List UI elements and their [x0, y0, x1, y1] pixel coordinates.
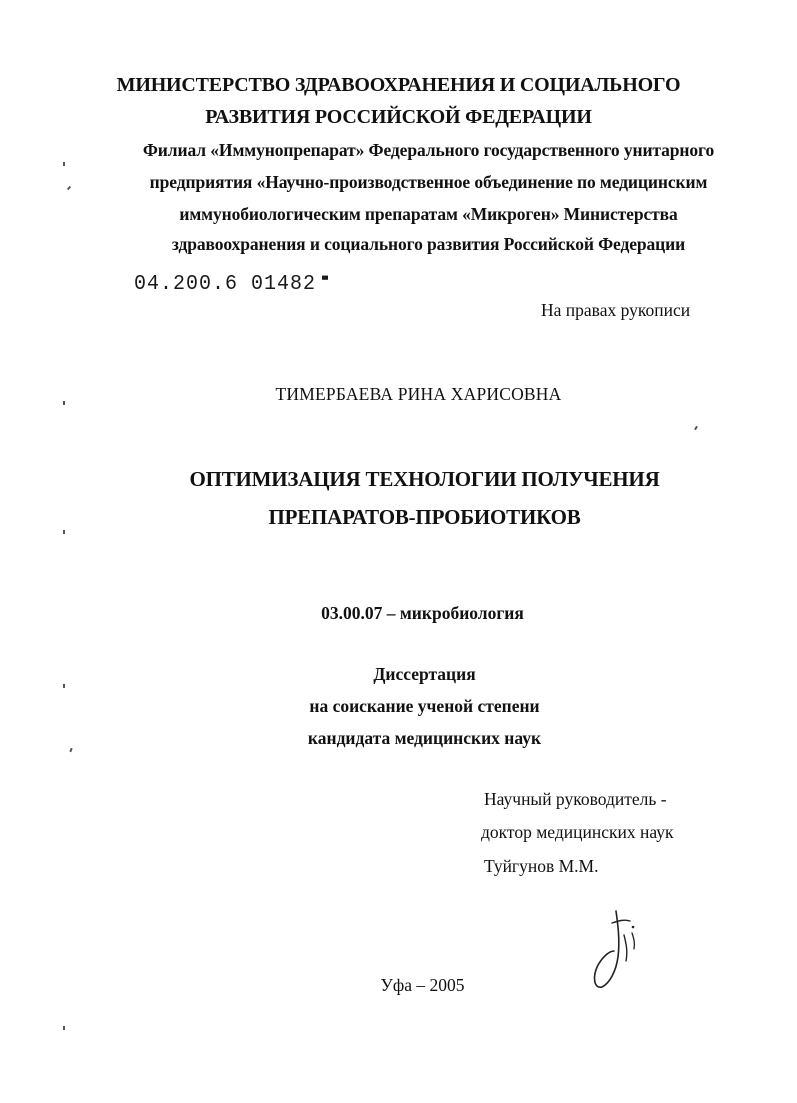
specialty-code: 03.00.07 – микробиология [321, 603, 524, 623]
author-name: ТИМЕРБАЕВА РИНА ХАРИСОВНА [275, 384, 562, 404]
ministry-line-1: МИНИСТЕРСТВО ЗДРАВООХРАНЕНИЯ И СОЦИАЛЬНОГО [116, 74, 681, 96]
scan-speck [694, 426, 698, 430]
stamp-mark [322, 275, 328, 279]
dissertation-line-1: Диссертация [373, 664, 476, 684]
library-stamp-number [134, 272, 328, 296]
manuscript-note: На правах рукописи [541, 300, 691, 320]
title-line-2: ПРЕПАРАТОВ-ПРОБИОТИКОВ [268, 505, 581, 529]
stamp-number: 04.200.6 01482 [134, 272, 317, 297]
scan-speck [63, 401, 65, 405]
dissertation-line-2: на соискание ученой степени [309, 696, 540, 716]
title-line-1: ОПТИМИЗАЦИЯ ТЕХНОЛОГИИ ПОЛУЧЕНИЯ [189, 467, 660, 491]
supervisor-line-3: Туйгунов М.М. [484, 856, 599, 876]
scan-speck [63, 162, 65, 166]
supervisor-line-1: Научный руководитель - [484, 789, 667, 809]
supervisor-line-2: доктор медицинских наук [481, 822, 674, 842]
ministry-line-2: РАЗВИТИЯ РОССИЙСКОЙ ФЕДЕРАЦИИ [205, 106, 592, 128]
scan-speck [63, 530, 65, 534]
scan-speck [63, 684, 65, 688]
branch-line-2: предприятия «Научно-производственное объединение по медицинским [149, 172, 708, 192]
scan-speck [69, 748, 72, 752]
dissertation-line-3: кандидата медицинских наук [307, 728, 542, 748]
scan-speck [63, 1026, 65, 1030]
city-year: Уфа – 2005 [380, 975, 465, 995]
branch-line-3: иммунобиологическим препаратам «Микроген» Министерства [179, 204, 678, 224]
branch-line-4: здравоохранения и социального развития Российской Федерации [171, 234, 686, 254]
branch-line-1: Филиал «Иммунопрепарат» Федерального государственного унитарного [142, 140, 715, 160]
